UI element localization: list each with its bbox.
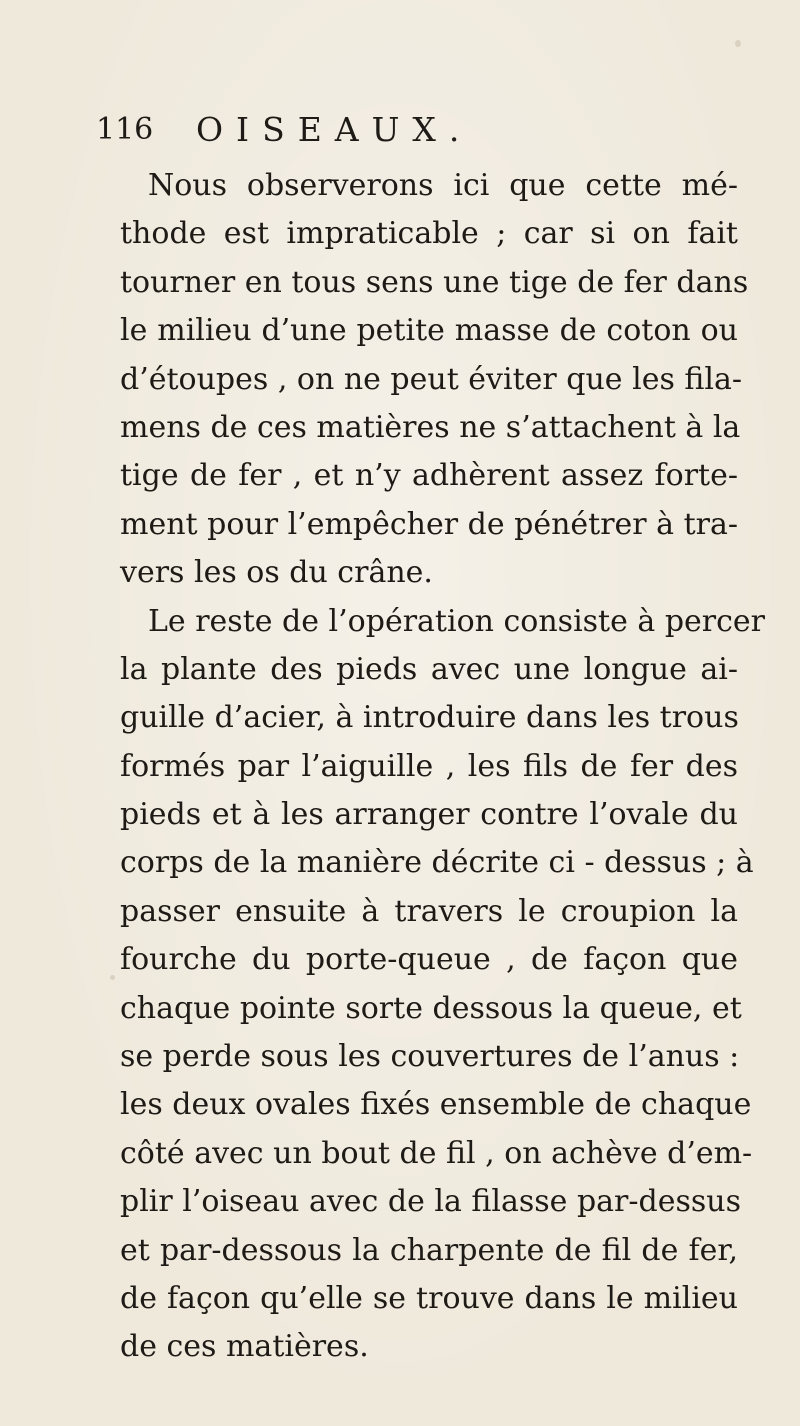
running-head — [96, 110, 716, 160]
text-line: plir l’oiseau avec de la filasse par-dessus — [120, 1184, 741, 1220]
text-line: passer ensuite à travers le croupion la — [120, 893, 738, 929]
text-line: Le reste de l’opération consiste à percer — [148, 603, 766, 639]
text-line: la plante des pieds avec une longue ai- — [120, 651, 738, 687]
paper-spot — [110, 975, 115, 980]
section-title: OISEAUX. — [196, 110, 473, 149]
text-line: tige de fer , et n’y adhèrent assez forte- — [120, 458, 738, 494]
paper-spot — [735, 40, 741, 47]
text-line: pieds et à les arranger contre l’ovale du — [120, 797, 738, 833]
text-line: chaque pointe sorte dessous la queue, et — [120, 990, 742, 1026]
text-line: corps de la manière décrite ci - dessus ; à — [120, 845, 754, 881]
text-line: fourche du porte-queue , de façon que — [120, 942, 738, 978]
text-line: mens de ces matières ne s’attachent à la — [120, 409, 741, 445]
text-line: ment pour l’empêcher de pénétrer à tra- — [120, 506, 739, 542]
text-line: et par-dessous la charpente de fil de fer, — [120, 1232, 738, 1268]
text-line: le milieu d’une petite masse de coton ou — [120, 313, 738, 349]
text-line: les deux ovales fixés ensemble de chaque — [120, 1087, 752, 1123]
text-line: Nous observerons ici que cette mé- — [148, 168, 738, 203]
text-line: formés par l’aiguille , les fils de fer des — [120, 748, 738, 784]
text-line: de ces matières. — [120, 1329, 369, 1365]
text-line: guille d’acier, à introduire dans les trous — [120, 700, 739, 736]
text-line: tourner en tous sens une tige de fer dans — [120, 264, 749, 300]
text-line: de façon qu’elle se trouve dans le milieu — [120, 1280, 738, 1316]
text-line: côté avec un bout de fil , on achève d’em- — [120, 1135, 753, 1171]
text-line: thode est impraticable ; car si on fait — [120, 216, 738, 252]
body-text — [120, 162, 766, 1372]
page-number: 116 — [96, 112, 154, 147]
text-line: d’étoupes , on ne peut éviter que les fila- — [120, 361, 743, 397]
text-line: se perde sous les couvertures de l’anus : — [120, 1039, 740, 1075]
text-line: vers les os du crâne. — [120, 555, 433, 591]
